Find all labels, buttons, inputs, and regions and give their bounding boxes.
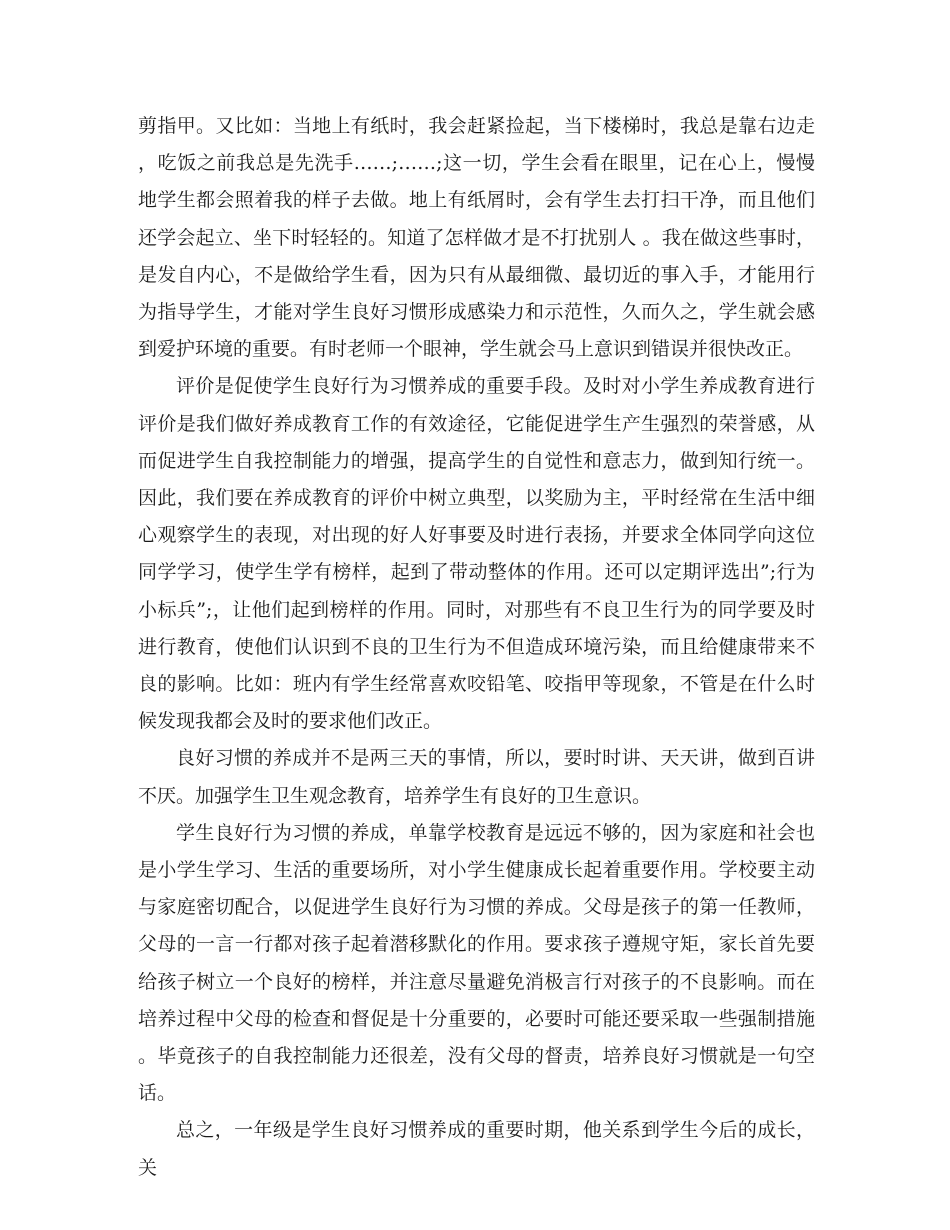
- paragraph-continued: 剪指甲。又比如：当地上有纸时，我会赶紧捡起，当下楼梯时，我总是靠右边走，吃饭之前我总是先洗手……;……;这一切，学生会看在眼里，记在心上，慢慢地学生都会照着我的样子去做。地上有纸屑时，会有学生去打扫干净，而且他们还学会起立、坐下时轻轻的。知道了怎样做才是不打扰别人 。我在做这些事时，是发自内心，不是做给学生看，因为只有从最细微、最切近的事入手，才能用行为指导学生，才能对学生良好习惯形成感染力和示范性，久而久之，学生就会感到爱护环境的重要。有时老师一个眼神，学生就会马上意识到错误并很快改正。: [138, 115, 815, 361]
- paragraph-conclusion: 总之，一年级是学生良好习惯养成的重要时期，他关系到学生今后的成长，关: [138, 1119, 815, 1179]
- paragraph-evaluation: 评价是促使学生良好行为习惯养成的重要手段。及时对小学生养成教育进行评价是我们做好养成教育工作的有效途径，它能促进学生产生强烈的荣誉感，从而促进学生自我控制能力的增强，提高学生的自觉性和意志力，做到知行统一。因此，我们要在养成教育的评价中树立典型，以奖励为主，平时经常在生活中细心观察学生的表现，对出现的好人好事要及时进行表扬，并要求全体同学向这位同学学习，使学生学有榜样，起到了带动整体的作用。还可以定期评选出”;行为小标兵”;，让他们起到榜样的作用。同时，对那些有不良卫生行为的同学要及时进行教育，使他们认识到不良的卫生行为不但造成环境污染，而且给健康带来不良的影响。比如：班内有学生经常喜欢咬铅笔、咬指甲等现象，不管是在什么时候发现我都会及时的要求他们改正。: [138, 375, 815, 733]
- paragraph-persistence: 良好习惯的养成并不是两三天的事情，所以，要时时讲、天天讲，做到百讲不厌。加强学生卫生观念教育，培养学生有良好的卫生意识。: [138, 747, 815, 807]
- document-body: [138, 108, 815, 1187]
- paragraph-family-cooperation: 学生良好行为习惯的养成，单靠学校教育是远远不够的，因为家庭和社会也是小学生学习、生活的重要场所，对小学生健康成长起着重要作用。学校要主动与家庭密切配合，以促进学生良好行为习惯的养成。父母是孩子的第一任教师，父母的一言一行都对孩子起着潜移默化的作用。要求孩子遵规守矩，家长首先要给孩子树立一个良好的榜样，并注意尽量避免消极言行对孩子的不良影响。而在培养过程中父母的检查和督促是十分重要的，必要时可能还要采取一些强制措施。毕竟孩子的自我控制能力还很差，没有父母的督责，培养良好习惯就是一句空话。: [138, 821, 815, 1105]
